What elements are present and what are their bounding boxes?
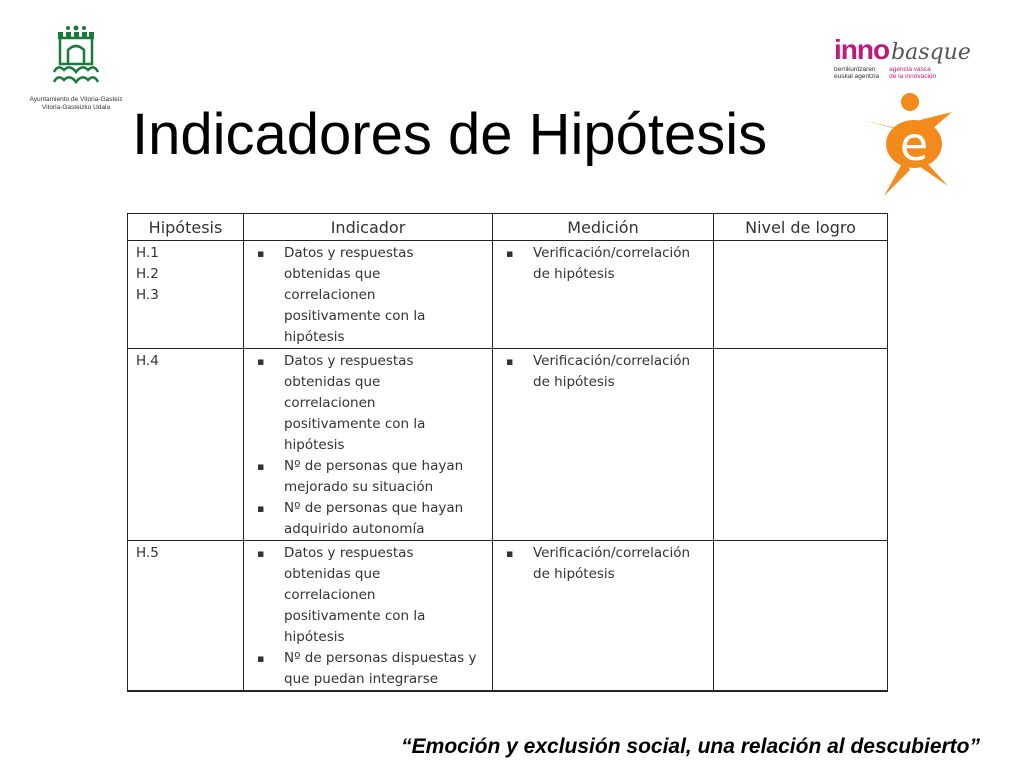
e-figure-logo <box>860 90 956 200</box>
hypothesis-cell <box>128 541 244 692</box>
innobasque-tag-es-1: agencia vasca <box>889 66 931 73</box>
indicators-table <box>127 213 888 692</box>
hypothesis-label: H.3 <box>136 287 159 303</box>
slide-footer: “Emoción y exclusión social, una relación al descubierto” <box>401 735 980 758</box>
logo-caption-eu: Vitoria-Gasteizko Udala <box>41 104 111 111</box>
measurement-cell <box>493 349 714 541</box>
indicator-cell <box>244 541 493 692</box>
table-row <box>128 541 888 692</box>
table-row <box>128 349 888 541</box>
level-cell <box>714 349 888 541</box>
indicator-cell <box>244 241 493 349</box>
innobasque-brand-basque: basque <box>891 40 971 65</box>
city-arms-icon <box>40 24 112 96</box>
header-nivel-de-logro: Nivel de logro <box>714 214 888 241</box>
hypothesis-label: H.1 <box>136 245 159 261</box>
hypothesis-cell <box>128 241 244 349</box>
table-row <box>128 241 888 349</box>
measurement-item: ▪ Verificación/correlación de hipótesis <box>533 243 707 285</box>
measurement-item: ▪ Verificación/correlación de hipótesis <box>533 543 707 585</box>
indicator-cell <box>244 349 493 541</box>
innobasque-logo <box>834 34 1004 80</box>
slide-title: Indicadores de Hipótesis <box>132 102 768 167</box>
indicator-item: ▪ Datos y respuestas obtenidas que correlacionen positivamente con la hipótesis <box>284 351 444 456</box>
header-indicador: Indicador <box>244 214 493 241</box>
measurement-item: ▪ Verificación/correlación de hipótesis <box>533 351 707 393</box>
level-cell <box>714 241 888 349</box>
hypothesis-cell <box>128 349 244 541</box>
innobasque-tag-es-2: de la innovación <box>889 73 937 80</box>
indicator-item: ▪ Nº de personas que hayan adquirido autonomía <box>284 498 480 540</box>
indicator-item: ▪ Nº de personas que hayan mejorado su situación <box>284 456 480 498</box>
logo-caption-es: Ayuntamiento de Vitoria-Gasteiz <box>29 96 123 103</box>
table-header-row <box>128 214 888 241</box>
measurement-cell <box>493 541 714 692</box>
innobasque-tag-eu-2: euskal agentzia <box>834 73 880 80</box>
indicator-item: ▪ Nº de personas dispuestas y que puedan integrarse <box>284 648 488 690</box>
hypothesis-label: H.4 <box>136 353 159 369</box>
indicator-item: ▪ Datos y respuestas obtenidas que correlacionen positivamente con la hipótesis <box>284 543 444 648</box>
level-cell <box>714 541 888 692</box>
measurement-cell <box>493 241 714 349</box>
e-logo-letter: e <box>899 117 929 171</box>
indicator-item: ▪ Datos y respuestas obtenidas que correlacionen positivamente con la hipótesis <box>284 243 460 348</box>
innobasque-tag-eu-1: berrikuntzaren <box>834 66 876 73</box>
header-hipotesis: Hipótesis <box>128 214 244 241</box>
hypothesis-label: H.5 <box>136 545 159 561</box>
header-medicion: Medición <box>493 214 714 241</box>
vitoria-gasteiz-logo <box>22 24 130 112</box>
innobasque-brand-inno: inno <box>834 34 890 65</box>
hypothesis-label: H.2 <box>136 266 159 282</box>
